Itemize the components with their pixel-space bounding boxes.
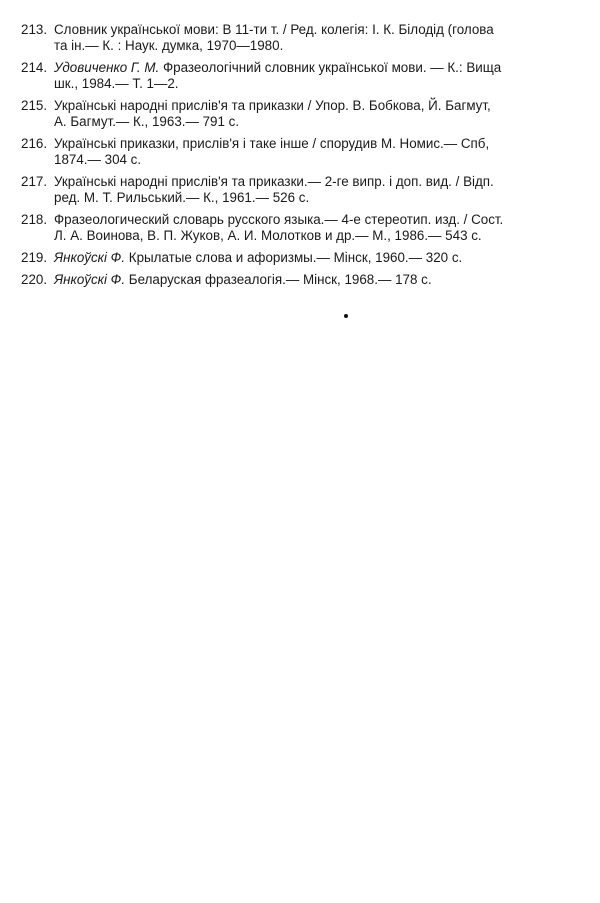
entry-line: шк., 1984.— Т. 1—2. — [54, 76, 179, 91]
bibliography-entry-217 — [0, 174, 570, 206]
bibliography-entry-218 — [0, 212, 570, 244]
entry-line: та ін.— К. : Наук. думка, 1970—1980. — [54, 38, 284, 53]
entry-number: 220. — [21, 272, 48, 287]
entry-line — [54, 272, 570, 288]
entry-number: 214. — [21, 60, 48, 75]
entry-number: 216. — [21, 136, 48, 151]
entry-text: Беларуская фразеалогія.— Мінск, 1968.— 178 с. — [128, 272, 432, 287]
entry-line: Українські народні прислів'я та приказки / Упор. В. Бобкова, Й. Багмут, — [54, 98, 491, 113]
bibliography-entry-220 — [0, 272, 570, 288]
entry-line: Українські народні прислів'я та приказки.— 2-ге випр. і доп. вид. / Відп. — [54, 174, 494, 189]
entry-text: Крылатые слова и афоризмы.— Мінск, 1960.— 320 с. — [128, 250, 463, 265]
entry-number: 218. — [21, 212, 48, 227]
entry-number: 217. — [21, 174, 48, 189]
bibliography-list — [0, 22, 570, 294]
entry-line: Л. А. Воинова, В. П. Жуков, А. И. Молотков и др.— М., 1986.— 543 с. — [54, 228, 482, 243]
bibliography-entry-219 — [0, 250, 570, 266]
bibliography-entry-213 — [0, 22, 570, 54]
bibliography-entry-216 — [0, 136, 570, 168]
entry-text: Фразеологічний словник української мови. — К.: Вища — [162, 60, 502, 75]
entry-line: ред. М. Т. Рильський.— К., 1961.— 526 с. — [54, 190, 310, 205]
entry-author: Удовиченко Г. М. — [54, 60, 160, 75]
entry-line — [54, 60, 570, 76]
ink-dot — [344, 314, 348, 318]
entry-author: Янкоўскі Ф. — [54, 250, 126, 265]
entry-number: 219. — [21, 250, 48, 265]
bibliography-entry-214 — [0, 60, 570, 92]
entry-number: 213. — [21, 22, 48, 37]
bibliography-entry-215 — [0, 98, 570, 130]
entry-line: Фразеологический словарь русского языка.— 4-е стереотип. изд. / Сост. — [54, 212, 504, 227]
entry-line: 1874.— 304 с. — [54, 152, 142, 167]
entry-number: 215. — [21, 98, 48, 113]
entry-line: Словник української мови: В 11-ти т. / Ред. колегія: І. К. Білодід (голова — [54, 22, 494, 37]
entry-author: Янкоўскі Ф. — [54, 272, 126, 287]
entry-line: А. Багмут.— К., 1963.— 791 с. — [54, 114, 240, 129]
entry-line — [54, 250, 570, 266]
entry-line: Українські приказки, прислів'я і таке інше / спорудив М. Номис.— Спб, — [54, 136, 490, 151]
